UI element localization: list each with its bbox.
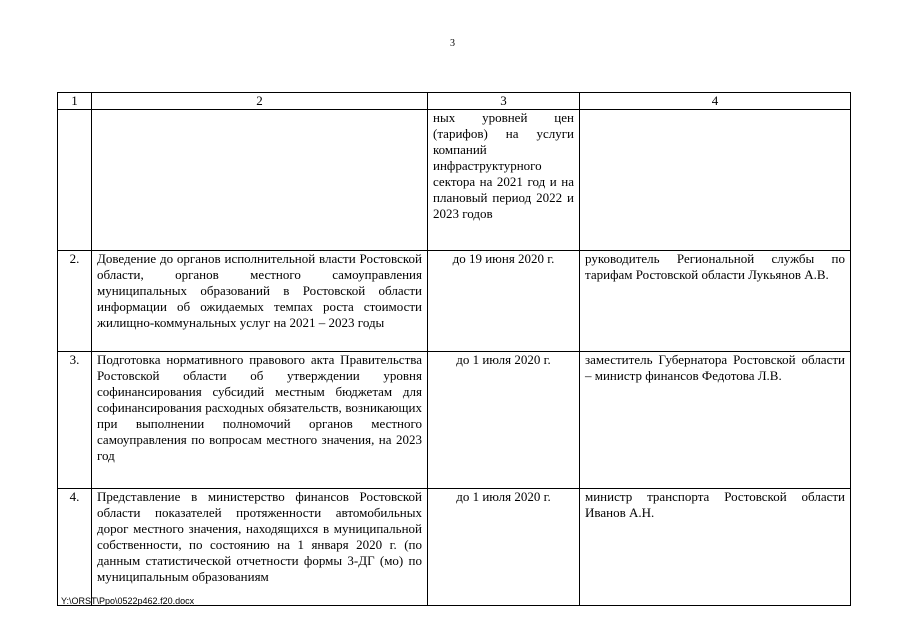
column-header-1: 1 [58,93,92,110]
table-row [58,251,851,352]
action-text: Подготовка нормативного правового акта Правительства Ростовской области об утверждении уровня софинансирования субсидий местным бюджетам для софинансирования расходных обязательств, возникающих при выполнении полномочий органов местного самоуправления по вопросам местного значения, на 2023 год [92,352,428,489]
action-text: Представление в министерство финансов Ростовской области показателей протяженности автомобильных дорог местного значения, находящихся в муниципальной собственности, по состоянию на 1 января 2020 г. (по данным статистической отчетности формы 3-ДГ (мо) по муниципальным образованиям [92,489,428,606]
table-header-row [58,93,851,110]
footer-file-path: Y:\ORST\Ppo\0522p462.f20.docx [61,596,195,606]
deadline-text: до 1 июля 2020 г. [428,352,580,489]
responsible-text: министр транспорта Ростовской области Иванов А.Н. [580,489,851,606]
deadline-text: до 19 июня 2020 г. [428,251,580,352]
deadline-continuation-cell: ных уровней цен (тарифов) на услуги компаний инфраструктурного сектора на 2021 год и на плановый период 2022 и 2023 годов [428,110,580,251]
column-header-3: 3 [428,93,580,110]
table-row [58,352,851,489]
row-number: 2. [58,251,92,352]
responsible-cell [580,110,851,251]
column-header-2: 2 [92,93,428,110]
column-header-4: 4 [580,93,851,110]
responsible-text: заместитель Губернатора Ростовской области – министр финансов Федотова Л.В. [580,352,851,489]
row-number-cell [58,110,92,251]
table-row-continuation [58,110,851,251]
page-number: 3 [450,38,455,49]
action-text: Доведение до органов исполнительной власти Ростовской области, органов местного самоуправления муниципальных образований в Ростовской области информации об ожидаемых темпах роста стоимости жилищно-коммунальных услуг на 2021 – 2023 годы [92,251,428,352]
deadline-text: до 1 июля 2020 г. [428,489,580,606]
plan-table [57,92,851,606]
row-number: 4. [58,489,92,606]
row-number: 3. [58,352,92,489]
table-row [58,489,851,606]
action-cell [92,110,428,251]
responsible-text: руководитель Региональной службы по тарифам Ростовской области Лукьянов А.В. [580,251,851,352]
